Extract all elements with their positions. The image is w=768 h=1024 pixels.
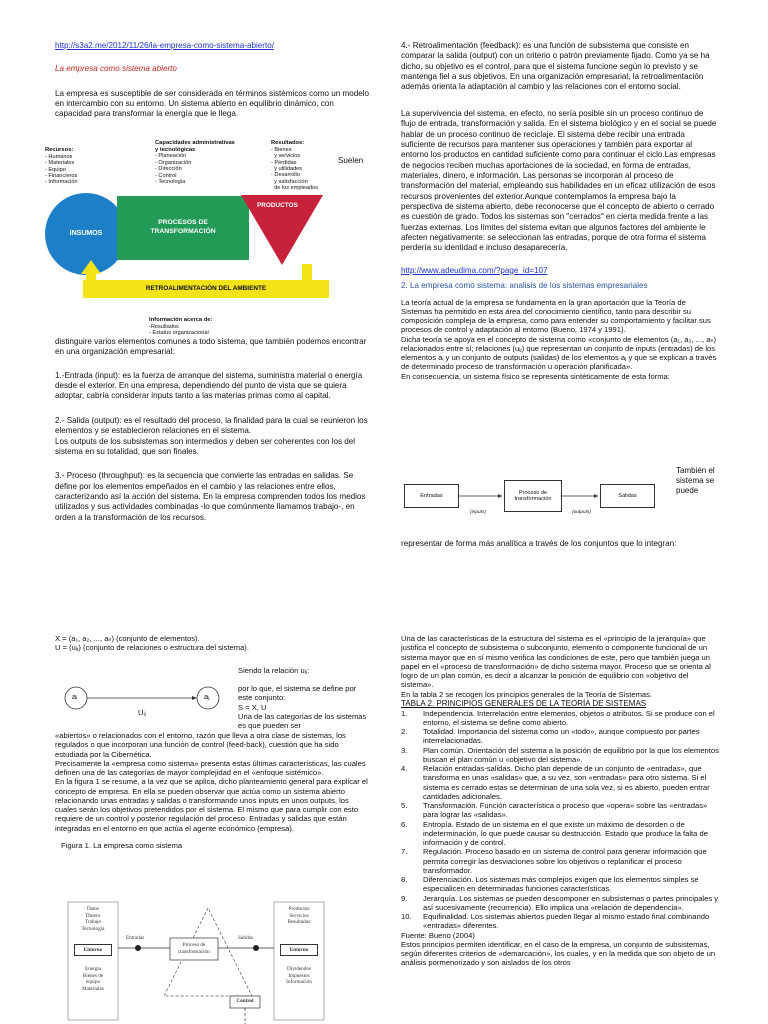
list-item: 1. Independencia. Interrelación entre elementos, objetos o atributos. Si se produce con el entorno, el sistema se define como abierto. <box>401 708 715 727</box>
fig-right-bottom: Dividendos Impuestos Información <box>286 966 312 985</box>
figure-1 <box>60 900 330 1024</box>
tambien-text: También el sistema se puede <box>676 466 715 496</box>
relation-diagram <box>62 682 242 726</box>
fig-entorno-left: Entorno <box>74 944 112 956</box>
proceso-paragraph: 3.- Proceso (throughput): es la secuencia que convierte las entradas en salidas. Se define por los elementos empeñados en el cambio y las relaciones entre ellos, caracterizando así la acción del sistema. En la empresa comprenden todos los medios utilizados y sus actividades combinadas -lo que comúnmente llamamos trabajo-, en orden a la transformación de los recursos. <box>55 471 366 522</box>
final-paragraph: Estos principios permiten identificar, en el caso de la empresa, un conjunto de subsistemas, según diferentes criterios de «demarcación», los cuales, y en la medida que son objeto de un análisis pormenorizado y son aislados de los otros <box>401 939 716 968</box>
left-bottom-paragraphs <box>55 731 370 850</box>
edge-uij: Uᵢⱼ <box>138 708 147 717</box>
figura-paragraph: En la figura 1 se resume, a la vez que se aplica, dicho planteamiento general para explicar el concepto de empresa. En ella se pueden observar que actúa como un sistema abierto relacionando unas entradas y salidas o transformando unos inputs en unos outputs, los cuales serán los objetivos pretendidos por el sistema. El mismo que para cumplir con esto requiere de un control y posterior regulación del proceso. Entradas y salidas que están integradas en el entorno en que actúa el agente económico (empresa). <box>55 777 368 833</box>
feedback-bar <box>83 280 329 298</box>
source-link-1[interactable]: http://s3a2.me/2012/11/26/la-empresa-como-sistema-abierto/ <box>55 41 274 50</box>
tabla-title: TABLA 2. PRINCIPIOS GENERALES DE LA TEORÍA DE SISTEMAS <box>401 698 647 708</box>
list-item: 3. Plan común. Orientación del sistema a la posición de equilibrio por la que los elementos buscan el plan común u «objetivo del sistema». <box>401 745 719 764</box>
representar-text: representar de forma más analítica a través de los conjuntos que lo integran: <box>401 539 677 548</box>
section-heading-2: 2. La empresa como sistema: analisis de los sistemas empresariales <box>401 281 648 291</box>
fig-left-top: Datos Dinero Trabajo Tecnología <box>81 906 105 932</box>
intro-paragraph: La empresa es susceptible de ser considerada en términos sistémicos como un modelo en intercambio con su entorno. Un sistema abierto en equilibrio dinámico, con capacidad para transformar la energía que le llega. <box>55 88 370 119</box>
recursos-label: Recursos: - Humanos - Materiales - Equipo - Financieros - Información <box>45 147 78 186</box>
list-item: 4. Relación entradas-salidas. Dicho plan depende de un conjunto de «entradas», que transforma en unas «salidas» que, a su vez, son «entradas» para otro sistema. Si el sistema es cerrado estas se determinan de una sola vez, si es abierto, pueden entrar cantidades adicionales. <box>401 764 710 801</box>
left-top-column-cont <box>55 337 370 532</box>
figure-caption: Figura 1. La empresa como sistema <box>61 840 183 850</box>
inputs-label: (inputs) <box>470 510 486 515</box>
source-link-2[interactable]: http://www.adeudima.com/?page_id=107 <box>401 265 548 275</box>
info-label: Información acerca de: -Resultados - Estatus organizacional <box>149 317 213 337</box>
productos-label: PRODUCTOS <box>257 202 298 209</box>
left-top-column <box>55 41 370 129</box>
x-definition: X = (a₁, a₂, ..., aₙ) (conjunto de elementos). <box>55 634 200 643</box>
suelen-text: Suelen <box>338 156 364 165</box>
diagram-arrows <box>404 480 669 524</box>
fig-right-top: Productos Servicios Resultados <box>287 906 311 925</box>
porlo-block <box>238 684 368 730</box>
fig-salidas: Salidas <box>238 935 253 941</box>
entrada-paragraph: 1.-Entrada (input): es la fuerza de arranque del sistema, suministra material o energía desde el exterior. En una empresa, dependiendo del punto de vista que se quiera adoptar, cabría considerar inputs tanto a las materias primas como al capital. <box>55 370 363 401</box>
open-system-diagram <box>45 140 355 340</box>
consecuencia-paragraph: En consecuencia, un sistema físico se representa sintéticamente de esta forma: <box>401 371 670 381</box>
jerarquia-paragraph: Una de las características de la estructura del sistema es el «principio de la jerarquía» que justifica el concepto de subsistema o subconjunto, elemento o componente funcional de un sistema mayor que en sí mismo verifica las condiciones de este, pero que también juega un papel en el «proceso de transformación» de dicho sistema mayor. Proceso que se orienta al logro de un plan común, es decir a alcanzar la posición de equilibrio con «objetivo del sistema». <box>401 634 711 690</box>
procesos-label: PROCESOS DE TRANSFORMACIÓN <box>150 219 216 235</box>
list-item: 9. Jerarquía. Los sistemas se pueden descomponer en subsistemas o partes principales y así sucesivamente (recurrencia). Ello implica una «relación de dependencia». <box>401 893 719 912</box>
list-item: 8. Diferenciación. Los sistemas más complejos exigen que los elementos simples se especialicen en determinadas funciones características. <box>401 875 699 894</box>
physical-system-diagram <box>404 480 669 524</box>
set-text: S = X, U <box>238 702 267 712</box>
node-aj: aⱼ <box>204 692 210 701</box>
fig-left-bottom: Energía Bienes de equipo Materiales <box>82 966 104 992</box>
porlo-text: por lo que, el sistema se define por este conjunto: <box>238 684 357 703</box>
list-item: 2. Totalidad. Importancia del sistema como un «todo», aunque compuesto por partes interrelacionadas. <box>401 727 700 746</box>
list-item: 10. Equifinalidad. Los sistemas abiertos pueden llegar al mismo estado final combinando «entradas» diferentes. <box>401 912 710 931</box>
abiertos-paragraph: «abiertos» o relacionados con el entorno, razón que lleva a otra clase de sistemas, los regulados o que incorporan una función de control (feed-back), cuestión que ha sido estudiada por la Cibernética. <box>55 731 346 759</box>
salida-paragraph-a: 2.- Salida (output): es el resultado del proceso, la finalidad para la cual se reunieron los elementos y se establecieron relaciones en el sistema. <box>55 415 368 436</box>
right-top-column <box>401 41 719 381</box>
fig-entorno-right: Entorno <box>280 944 318 956</box>
left-bottom-column <box>55 634 370 653</box>
list-item: 5. Transformación. Función característica o proceso que «opera» sobre las «entradas» para lograr las «salidas». <box>401 801 708 820</box>
u-definition: U = (uᵢⱼ) (conjunto de relaciones o estructura del sistema). <box>55 643 249 653</box>
resultados-label: Resultados: - Bienes y servicios - Pérdidas y utilidades - Desarrollo y satisfacción de los empleados <box>271 140 318 192</box>
salidas-box: Salidas <box>600 484 655 508</box>
entradas-box: Entradas <box>404 484 459 508</box>
categorias-text: Una de las categorías de los sistemas es que pueden ser <box>238 711 367 730</box>
tabla-intro: En la tabla 2 se recogen los principios generales de la Teoría de Sistemas. <box>401 689 653 699</box>
supervivencia-paragraph: La supervivencia del sistema, en efecto, no sería posible sin un proceso continuo de flujo de entrada, transformación y salida. En el sistema biológico y en el social se puede hablar de un proceso continuo de reciclaje. El sistema debe recibir una entrada suficiente de recursos para mantener sus operaciones y también para exportar al entorno los productos en cantidad suficiente como para continuar el ciclo.Las empresas de negocios reciben muchas aportaciones de la sociedad, en forma de entradas, materiales, dinero, e información. Las personas se incorporan al proceso de transformación del material, empleando sus habilidades en un eficaz utilización de esos recursos provenientes del exterior.Aunque contemplamos la empresa bajo la perspectiva de sistema abierto, debe reconocerse que el concepto de abierto o cerrado es cuestión de grado. Todos los sistemas son "cerrados" en cierta medida frente a las fuerzas externas. Los límites del sistema evitan que algunos factores del ambiente le afecten negativamente: se seleccionan las entradas, porque de otra forma el sistema perdería su identidad e incluso desaparecería. <box>401 108 717 253</box>
feedback-label: RETROALIMENTACIÓN DEL AMBIENTE <box>145 284 267 292</box>
node-ai: aᵢ <box>72 692 78 701</box>
insumos-label: INSUMOS <box>69 229 103 237</box>
precisamente-paragraph: Precisamente la «empresa como sistema» presenta estas últimas características, las cuales definen una de las categorías de mayor complejidad en el «enfoque sistémico». <box>55 758 366 777</box>
section-title: La empresa como sistema abierto <box>55 64 177 74</box>
capacidades-label: Capacidades administrativas y tecnológicas - Planeación - Organización - Dirección - Control - Tecnología <box>155 140 237 185</box>
distinguir-paragraph: distinguire varios elementos comunes a todo sistema, que también podemos encontrar en una organización empresarial: <box>55 337 367 357</box>
outputs-label: (outputs) <box>572 510 591 515</box>
fig-control: Control <box>236 998 254 1004</box>
principles-list <box>401 709 721 931</box>
list-item: 7. Regulación. Proceso basado en un sistema de control para generar información que permita corregir las desviaciones sobre los objetivos o replanificar el proceso transformador. <box>401 847 707 875</box>
fig-entradas: Entradas <box>126 935 145 941</box>
retro-paragraph: 4.- Retroalimentación (feedback): es una función de subsistema que consiste en comparar la salida (output) con un criterio o patrón previamente fijado. Como ya se ha dicho, su objetivo es el control, para que el sistema funcione según lo previsto y se mantenga fiel a sus objetivos. En una organización empresarial, la retroalimentación además orienta la adaptación al cambio y las relaciones con el entorno social. <box>401 41 710 92</box>
fig-proceso: Proceso de transformación <box>178 942 210 955</box>
salida-paragraph-b: Los outputs de los subsistemas son intermedios y deben ser coherentes con los del sistema en su totalidad, que son finales. <box>55 436 356 456</box>
dicha-paragraph: Dicha teoría se apoya en el concepto de sistema como «conjunto de elementos (a₁, a₂, ..., aₙ) relacionados entre sí; relaciones (uᵢⱼ) que representan un conjunto de inputs (entradas) de los elementos aᵢ y un conjunto de outputs (salidas) de los elementos aⱼ y que se explican a través de determinado proceso de transformación u operación planificada». <box>401 334 717 372</box>
proceso-box: Proceso de transformación <box>504 480 562 512</box>
list-item: 6. Entropía. Estado de un sistema en el que existe un máximo de desorden o de indeterminación, lo que puede causar su destrucción. Estado que produce la falta de información y de control. <box>401 819 708 847</box>
teoria-paragraph: La teoría actual de la empresa se fundamenta en la gran aportación que la Teoría de Sistemas ha permitido en esta área del conocimiento científico, tanto para describir su composición compleja de la empresa, como para entender su comportamiento y facilitar sus procesos de control y adaptación al entorno (Bueno, 1974 y 1991). <box>401 297 711 335</box>
fuente-text: Fuente: Bueno (2004) <box>401 930 475 940</box>
right-bottom-column <box>401 634 721 968</box>
siendo-text: Siendo la relación uᵢⱼ: <box>238 666 310 675</box>
